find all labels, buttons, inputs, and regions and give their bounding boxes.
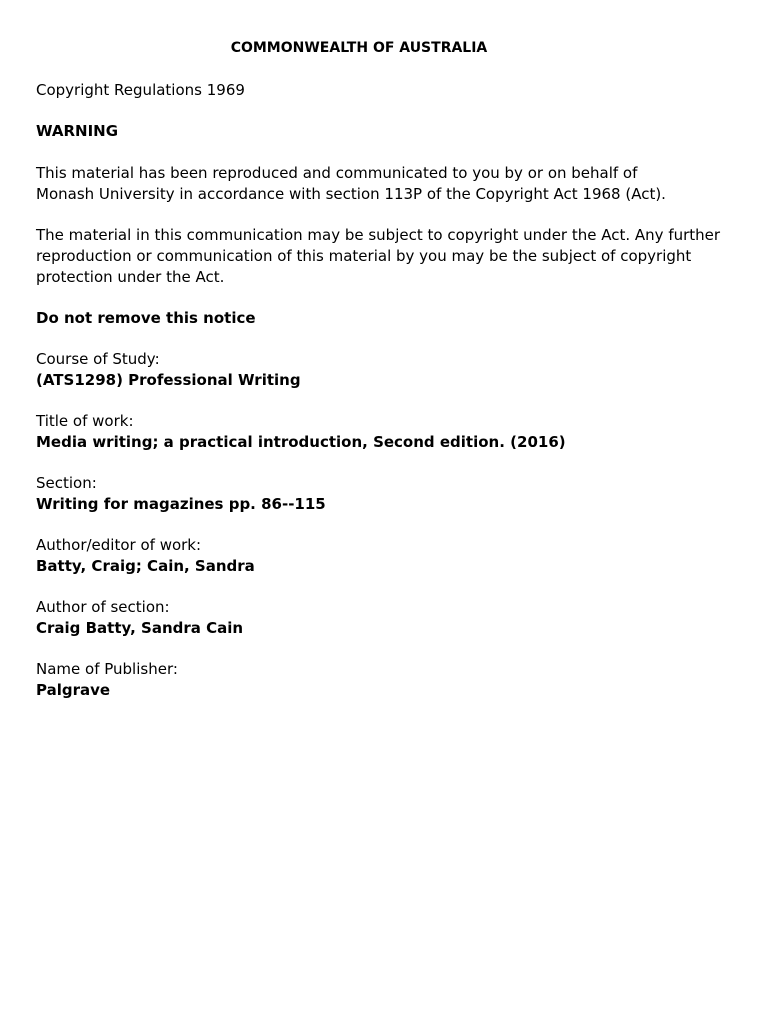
course-label: Course of Study: [36,350,160,368]
section-info [36,473,736,515]
publisher-value: Palgrave [36,681,111,699]
regulations-line: Copyright Regulations 1969 [36,81,245,99]
section-value: Writing for magazines pp. 86--115 [36,495,326,513]
copyright-paragraph [36,225,736,288]
copyright-paragraph-line-2: reproduction or communication of this material by you may be the subject of copyright [36,247,692,265]
title-label: Title of work: [36,412,134,430]
warning-label: WARNING [36,122,119,140]
course-value: (ATS1298) Professional Writing [36,371,301,389]
section-author-value: Craig Batty, Sandra Cain [36,619,244,637]
author-editor-info [36,535,736,577]
reproduction-paragraph [36,163,736,205]
section-author-label: Author of section: [36,598,170,616]
course-of-study [36,349,736,391]
author-editor-label: Author/editor of work: [36,536,202,554]
reproduction-paragraph-line-2: Monash University in accordance with section 113P of the Copyright Act 1968 (Act). [36,185,666,203]
copyright-paragraph-line-1: The material in this communication may be subject to copyright under the Act. Any further [36,226,721,244]
publisher-info [36,659,736,701]
section-author-info [36,597,736,639]
reproduction-paragraph-line-1: This material has been reproduced and communicated to you by or on behalf of [36,164,638,182]
publisher-label: Name of Publisher: [36,660,178,678]
author-editor-value: Batty, Craig; Cain, Sandra [36,557,255,575]
title-of-work [36,411,736,453]
section-label: Section: [36,474,97,492]
title-value: Media writing; a practical introduction, Second edition. (2016) [36,433,566,451]
do-not-remove-label: Do not remove this notice [36,309,256,327]
notice-heading: COMMONWEALTH OF AUSTRALIA [230,40,488,56]
copyright-paragraph-line-3: protection under the Act. [36,268,225,286]
